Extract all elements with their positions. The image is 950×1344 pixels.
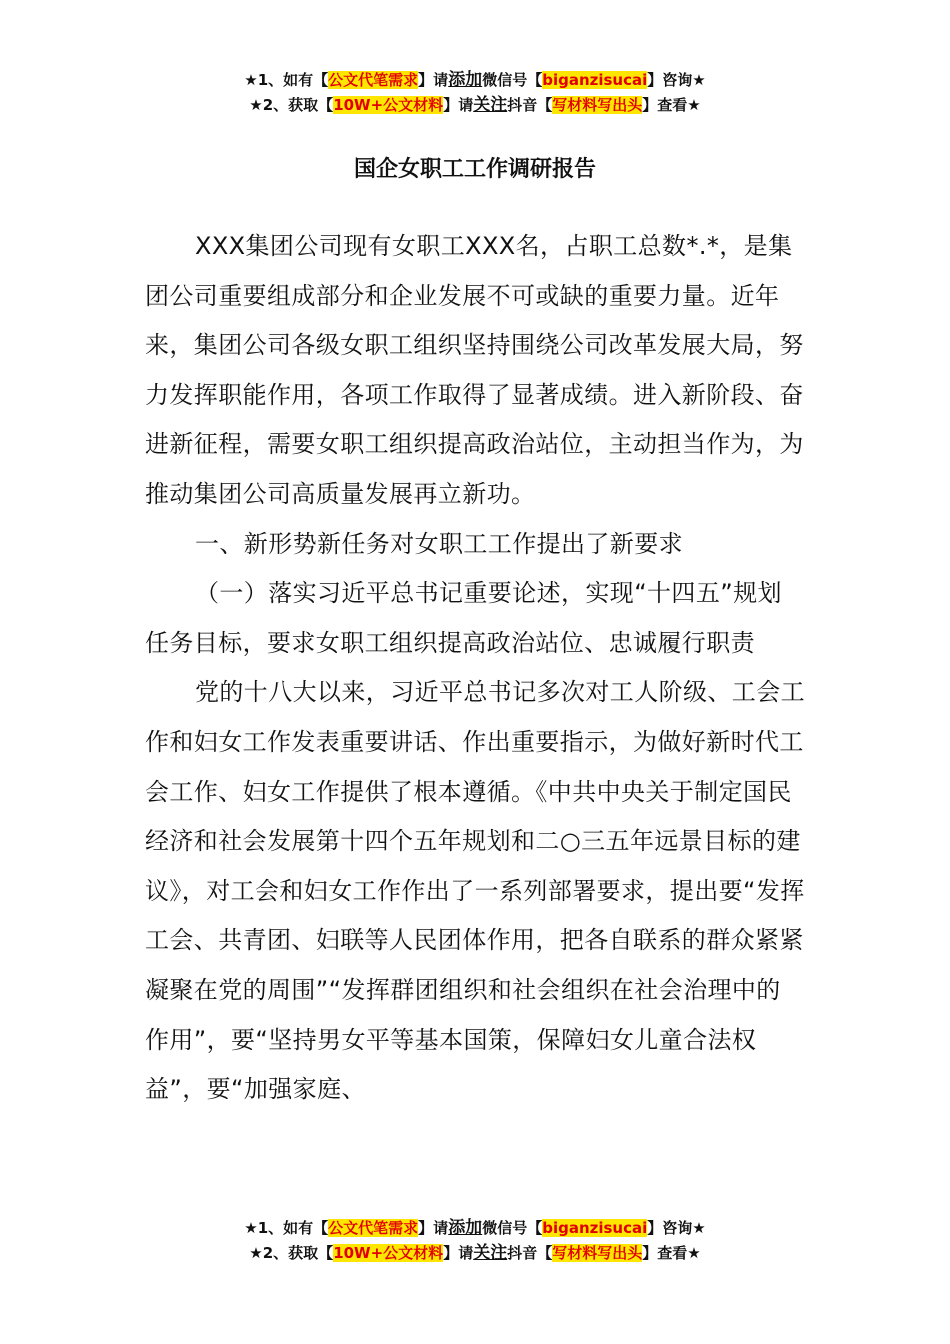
highlight-wechat-id: biganzisucai [542, 71, 648, 89]
promo-banner-top [0, 68, 950, 118]
promo-line-1: ★1、如有【公文代笔需求】请添加微信号【biganzisucai】咨询★ [244, 1218, 706, 1238]
highlight-wechat-id: biganzisucai [542, 1219, 648, 1237]
highlight-service: 公文代笔需求 [328, 71, 419, 89]
body-paragraph: 党的十八大以来，习近平总书记多次对工人阶级、工会工作和妇女工作发表重要讲话、作出重要指示，为做好新时代工会工作、妇女工作提供了根本遵循。《中共中央关于制定国民经济和社会发展第十四个五年规划和二○三五年远景目标的建议》，对工会和妇女工作作出了一系列部署要求，提出要“发挥工会、共青团、妇联等人民团体作用，把各自联系的群众紧紧凝聚在党的周围”“发挥群团组织和社会组织在社会治理中的作用”，要“坚持男女平等基本国策，保障妇女儿童合法权益”，要“加强家庭、 [145, 678, 805, 1104]
section-heading: 一、新形势新任务对女职工工作提出了新要求 [195, 529, 683, 558]
highlight-materials: 10W+公文材料 [333, 96, 444, 114]
promo-line-2: ★2、获取【10W+公文材料】请关注抖音【写材料写出头】查看★ [249, 95, 701, 115]
promo-line-2: ★2、获取【10W+公文材料】请关注抖音【写材料写出头】查看★ [249, 1243, 701, 1263]
highlight-douyin: 写材料写出头 [552, 1244, 643, 1262]
document-body [145, 222, 805, 1115]
promo-banner-bottom [0, 1216, 950, 1266]
promo-line-1: ★1、如有【公文代笔需求】请添加微信号【biganzisucai】咨询★ [244, 70, 706, 90]
document-title: 国企女职工工作调研报告 [353, 157, 596, 182]
highlight-materials: 10W+公文材料 [333, 1244, 444, 1262]
subsection-heading: （一）落实习近平总书记重要论述，实现“十四五”规划任务目标，要求女职工组织提高政治站位、忠诚履行职责 [145, 579, 782, 657]
highlight-service: 公文代笔需求 [328, 1219, 419, 1237]
highlight-douyin: 写材料写出头 [552, 96, 643, 114]
intro-paragraph: XXX集团公司现有女职工XXX名，占职工总数*.*，是集团公司重要组成部分和企业发展不可或缺的重要力量。近年来，集团公司各级女职工组织坚持围绕公司改革发展大局，努力发挥职能作用，各项工作取得了显著成绩。进入新阶段、奋进新征程，需要女职工组织提高政治站位，主动担当作为，为推动集团公司高质量发展再立新功。 [145, 232, 804, 508]
